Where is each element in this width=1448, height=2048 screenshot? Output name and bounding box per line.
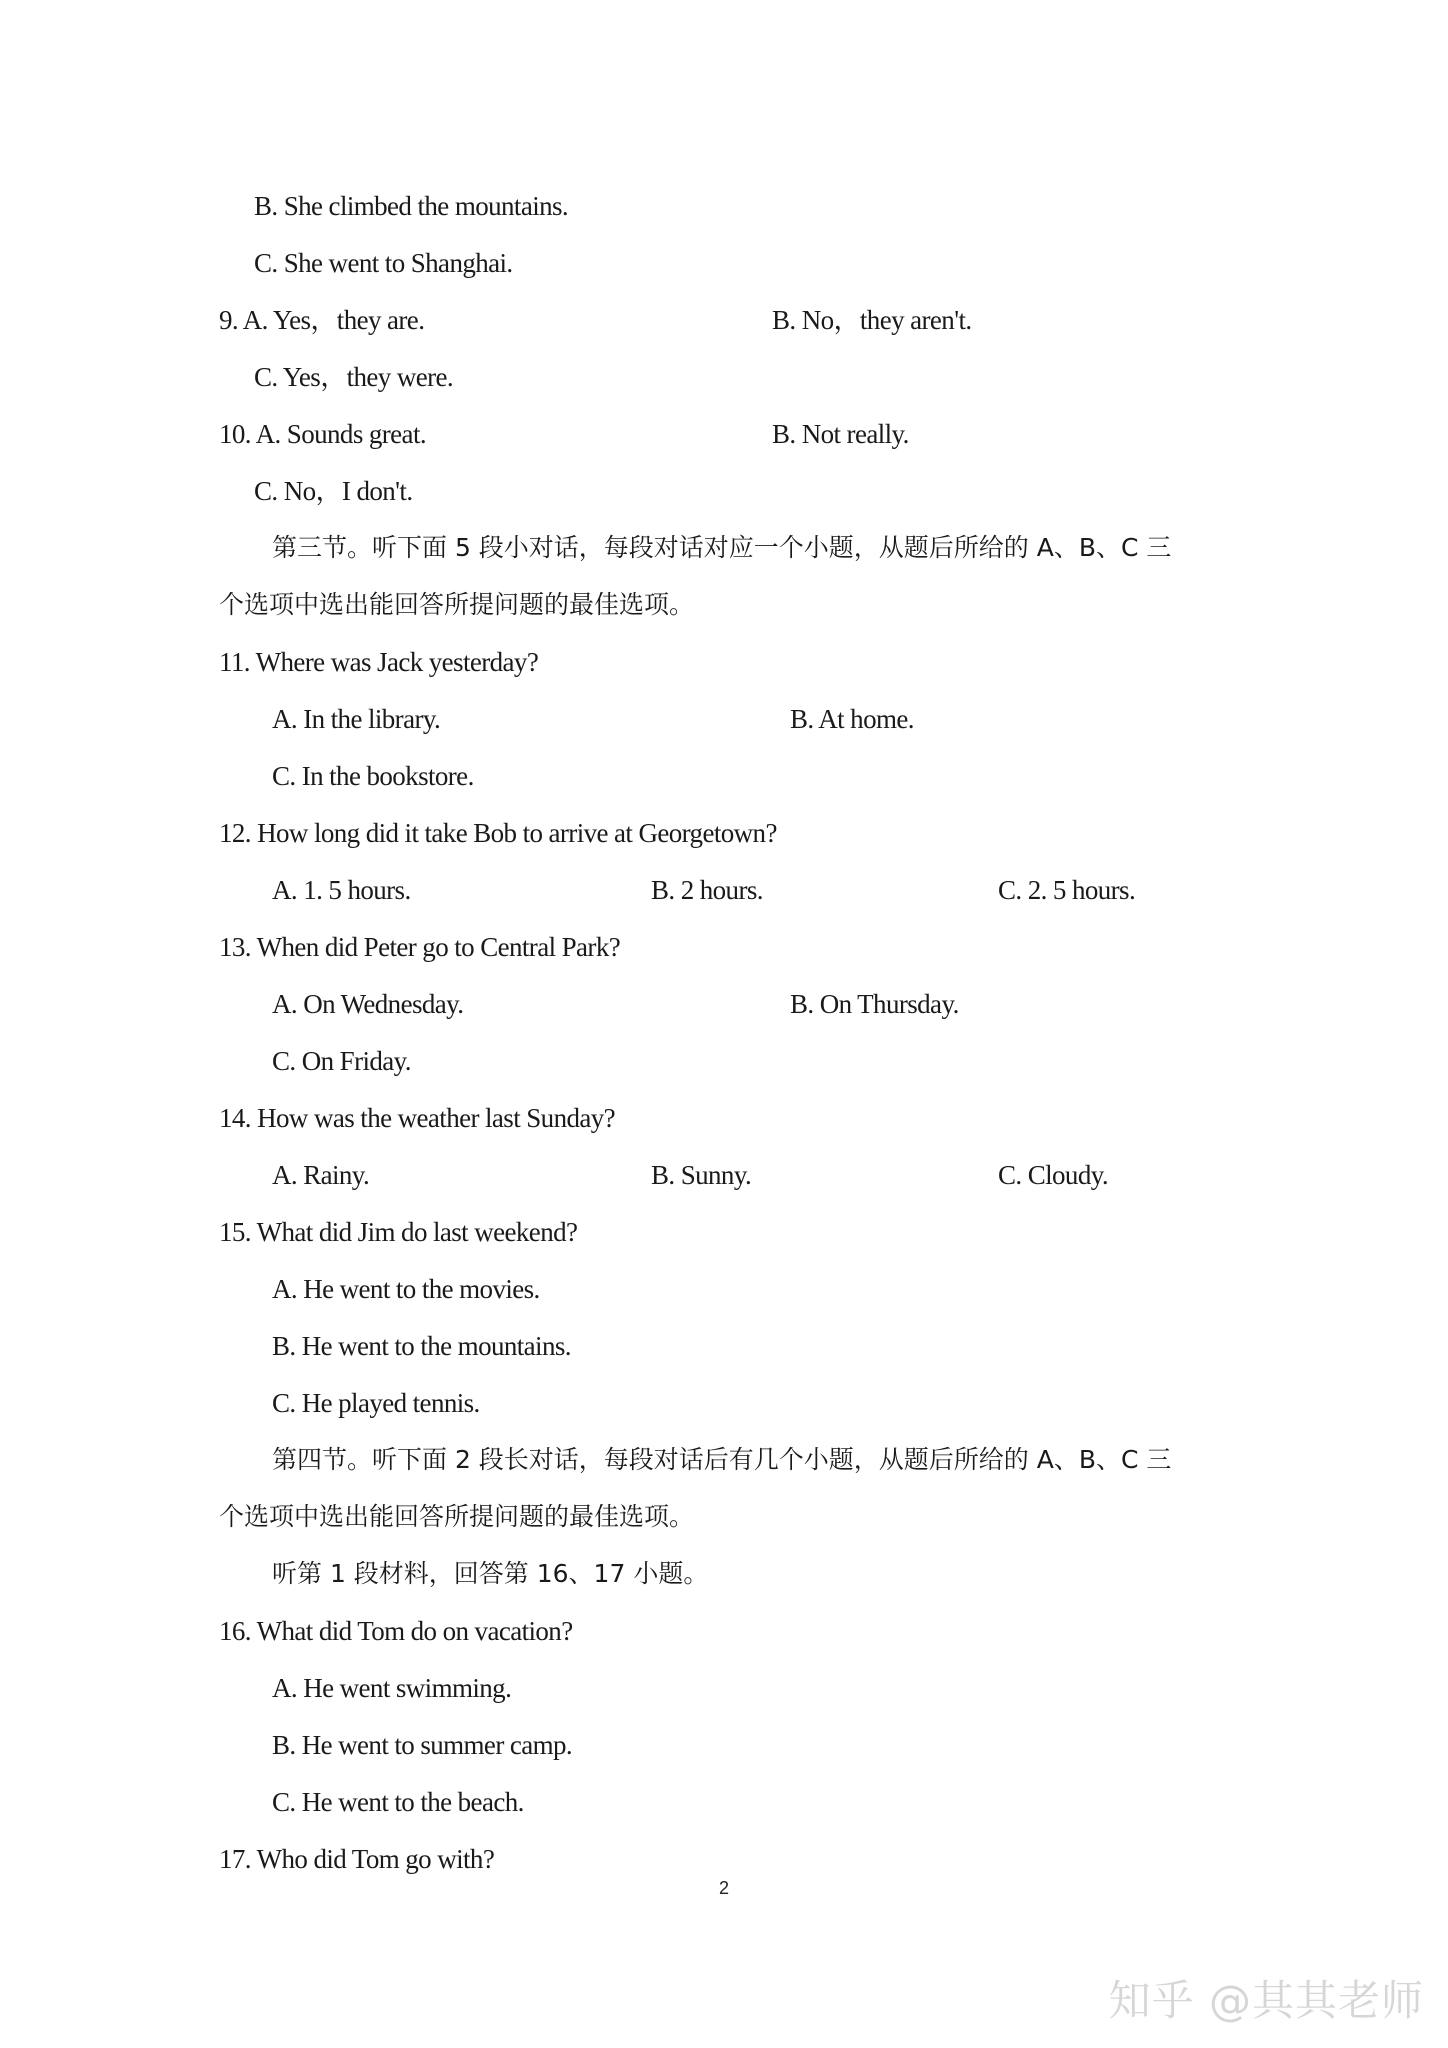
option-text: C. No，I don't. [254,476,413,506]
answer-option-line [0,984,1448,1024]
question-line [0,927,1448,967]
section-instruction-line [0,528,1448,568]
option-text: C. Yes，they were. [254,362,454,392]
answer-option-line [0,186,1448,226]
option-text: C. He went to the beach. [272,1787,524,1817]
option-text: C. In the bookstore. [272,761,474,791]
answer-option-line [0,1041,1448,1081]
question-line [0,1611,1448,1651]
instruction-text: 个选项中选出能回答所提问题的最佳选项。 [219,1502,695,1531]
option-text: C. 2. 5 hours. [998,875,1136,905]
option-text: B. Not really. [772,419,909,449]
section-instruction-line [0,1554,1448,1594]
question-text: 13. When did Peter go to Central Park? [219,932,621,962]
question-text: 17. Who did Tom go with? [219,1844,495,1874]
question-line [0,1098,1448,1138]
option-text: C. On Friday. [272,1046,411,1076]
question-line [0,1839,1448,1879]
section-instruction-line [0,1440,1448,1480]
question-text: 16. What did Tom do on vacation? [219,1616,573,1646]
option-text: A. He went to the movies. [272,1274,540,1304]
instruction-text: 第三节。听下面 5 段小对话，每段对话对应一个小题，从题后所给的 A、B、C 三 [272,533,1172,562]
option-text: A. He went swimming. [272,1673,512,1703]
option-text: A. In the library. [272,704,441,734]
option-text: 10. A. Sounds great. [219,419,426,449]
answer-option-line [0,1782,1448,1822]
watermark-text: 知乎 @其其老师 [1108,1976,1424,2025]
answer-option-line [0,357,1448,397]
option-text: B. Sunny. [651,1160,752,1190]
option-text: B. At home. [790,704,914,734]
answer-option-line [0,699,1448,739]
answer-option-line [0,1383,1448,1423]
page-number: 2 [718,1878,729,1898]
answer-option-line [0,1668,1448,1708]
option-text: C. Cloudy. [998,1160,1109,1190]
option-text: A. Rainy. [272,1160,370,1190]
question-text: 15. What did Jim do last weekend? [219,1217,578,1247]
question-line [0,300,1448,340]
answer-option-line [0,1725,1448,1765]
instruction-text: 第四节。听下面 2 段长对话，每段对话后有几个小题，从题后所给的 A、B、C 三 [272,1445,1172,1474]
instruction-text: 个选项中选出能回答所提问题的最佳选项。 [219,590,695,619]
question-line [0,1212,1448,1252]
answer-option-line [0,1269,1448,1309]
answer-option-line [0,870,1448,910]
option-text: B. 2 hours. [651,875,763,905]
option-text: 9. A. Yes，they are. [219,305,425,335]
answer-option-line [0,471,1448,511]
option-text: B. She climbed the mountains. [254,191,569,221]
instruction-text: 听第 1 段材料，回答第 16、17 小题。 [272,1559,709,1588]
question-text: 11. Where was Jack yesterday? [219,647,539,677]
question-text: 12. How long did it take Bob to arrive at Georgetown? [219,818,777,848]
answer-option-line [0,1155,1448,1195]
option-text: B. No，they aren't. [772,305,972,335]
question-text: 14. How was the weather last Sunday? [219,1103,616,1133]
question-line [0,813,1448,853]
answer-option-line [0,756,1448,796]
question-line [0,642,1448,682]
option-text: B. On Thursday. [790,989,959,1019]
answer-option-line [0,243,1448,283]
answer-option-line [0,1326,1448,1366]
option-text: C. He played tennis. [272,1388,480,1418]
section-instruction-line [0,1497,1448,1537]
option-text: A. On Wednesday. [272,989,464,1019]
option-text: C. She went to Shanghai. [254,248,513,278]
section-instruction-line [0,585,1448,625]
option-text: B. He went to the mountains. [272,1331,571,1361]
option-text: A. 1. 5 hours. [272,875,411,905]
question-line [0,414,1448,454]
option-text: B. He went to summer camp. [272,1730,573,1760]
